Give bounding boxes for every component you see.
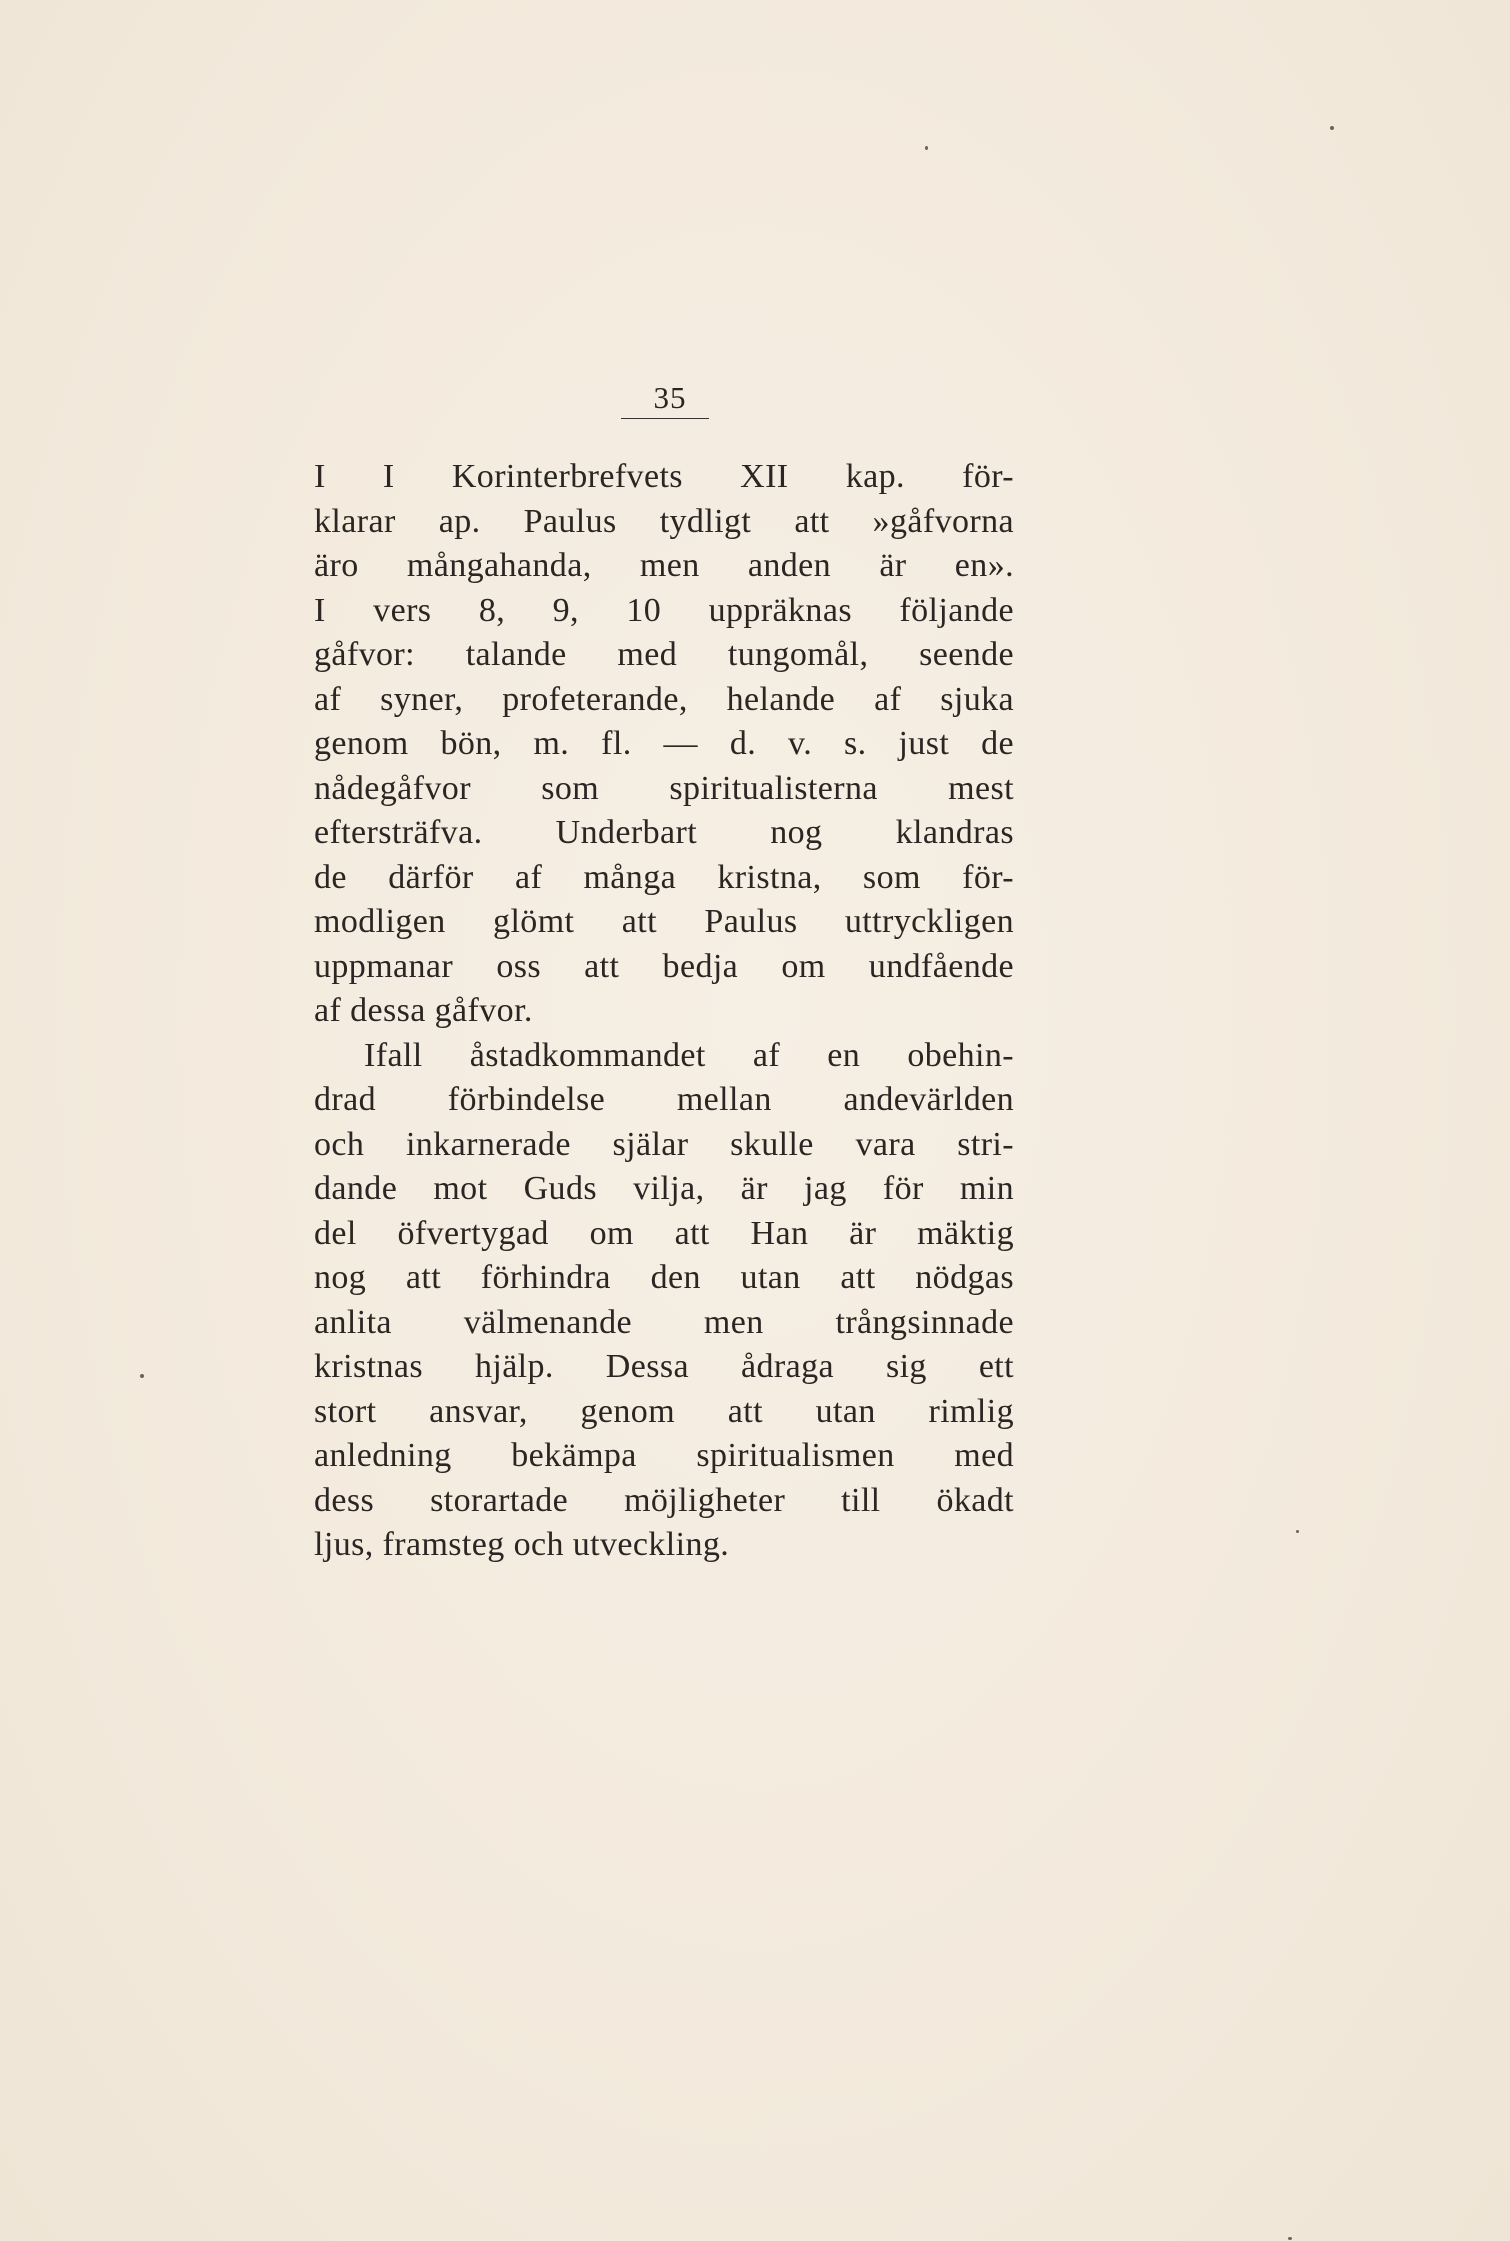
text-line: af dessa gåfvor.	[314, 992, 533, 1029]
text-line: af syner, profeterande, helande af sjuka	[314, 680, 1014, 718]
text-line: modligen glömt att Paulus uttryckligen	[314, 903, 1014, 940]
text-line: äro mångahanda, men anden är en».	[314, 547, 1014, 584]
page-number-rule	[621, 418, 709, 419]
paper-speck	[1296, 1530, 1299, 1533]
paper-speck	[1330, 126, 1334, 130]
text-line: I vers 8, 9, 10 uppräknas följande	[314, 591, 1014, 629]
text-line: de därför af många kristna, som för-	[314, 858, 1014, 896]
text-line: drad förbindelse mellan andevärlden	[314, 1081, 1014, 1118]
text-line: Ifall åstadkommandet af en obehin-	[364, 1036, 1014, 1074]
paper-speck	[140, 1374, 144, 1378]
text-line: och inkarnerade själar skulle vara stri-	[314, 1125, 1014, 1163]
page-number: 35	[653, 380, 687, 415]
text-line: anlita välmenande men trångsinnade	[314, 1303, 1014, 1341]
text-line: klarar ap. Paulus tydligt att »gåfvorna	[314, 502, 1014, 540]
text-line: dande mot Guds vilja, är jag för min	[314, 1170, 1014, 1207]
paper-speck	[925, 146, 928, 150]
body-text	[314, 455, 1014, 1568]
text-line: uppmanar oss att bedja om undfående	[314, 947, 1014, 985]
text-line: stort ansvar, genom att utan rimlig	[314, 1392, 1014, 1430]
text-line: del öfvertygad om att Han är mäktig	[314, 1214, 1014, 1252]
text-line: I I Korinterbrefvets XII kap. för-	[314, 458, 1014, 495]
text-line: ljus, framsteg och utveckling.	[314, 1526, 730, 1563]
text-line: kristnas hjälp. Dessa ådraga sig ett	[314, 1348, 1014, 1385]
text-line: nog att förhindra den utan att nödgas	[314, 1259, 1014, 1296]
text-line: gåfvor: talande med tungomål, seende	[314, 636, 1014, 673]
text-line: nådegåfvor som spiritualisterna mest	[314, 769, 1014, 807]
text-line: dess storartade möjligheter till ökadt	[314, 1481, 1014, 1519]
text-line: genom bön, m. fl. — d. v. s. just de	[314, 725, 1014, 762]
paper-speck	[1288, 2237, 1292, 2240]
text-line: anledning bekämpa spiritualismen med	[314, 1437, 1014, 1474]
text-line: eftersträfva. Underbart nog klandras	[314, 814, 1014, 851]
